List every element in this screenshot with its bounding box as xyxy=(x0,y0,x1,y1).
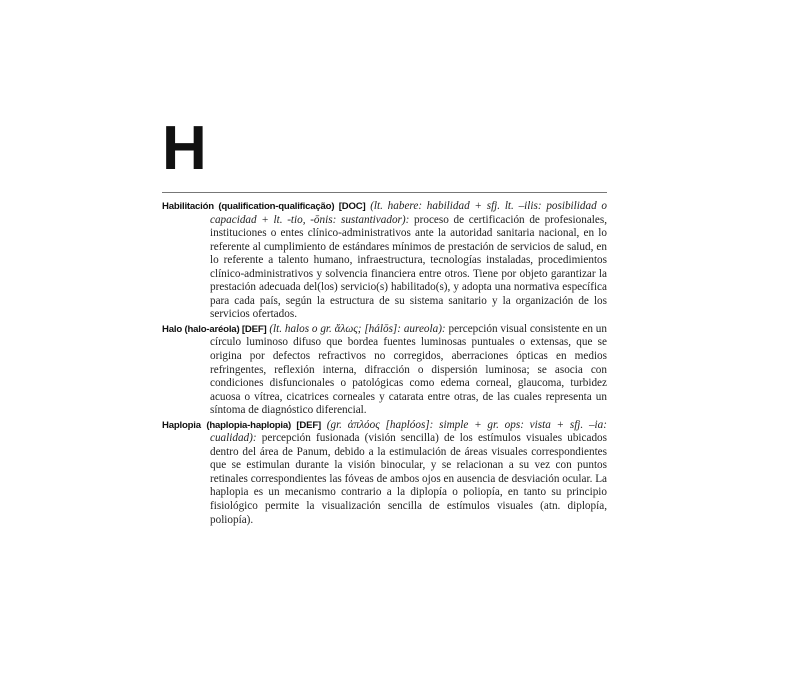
entry-definition: proceso de certificación de profesionales, instituciones o entes clínico-administrativos ante la autoridad sanitaria nacional, en lo referente al cumplimiento de estándares mínimos de prestación de servicios de salud, en lo referente a talento humano, infraestructura, tecnologías instaladas, procedimientos clínico-administrativos y solvencia financiera entre otros. Tiene por objeto garantizar la prestación adecuada del(los) servicio(s) habilitado(s), y adopta una normativa específica para cada país, según la estructura de su sistema sanitario y la organización de los servicios ofertados. xyxy=(210,213,608,321)
entry-term: Habilitación (qualification-qualificação) [DOC] xyxy=(162,201,366,212)
section-letter: H xyxy=(162,114,206,183)
entry-term: Halo (halo-aréola) [DEF] xyxy=(162,323,267,335)
entry-etymology: (lt. halos o gr. ἅλως; [hálōs]: aureola): xyxy=(269,322,446,335)
entry-etymology: (lt. habere: habilidad + sfj. lt. –ilis: posibilidad o capacidad + lt. -tio, -ōnis: sustantivador): xyxy=(210,200,608,226)
entry-halo xyxy=(162,323,607,418)
entry-haplopia xyxy=(162,419,607,527)
entry-habilitacion xyxy=(162,200,607,322)
entry-etymology: (gr. ἁπλόος [haplóos]: simple + gr. ops: vista + sfj. –ia: cualidad): xyxy=(210,418,607,445)
dictionary-entries xyxy=(162,200,607,528)
entry-definition: percepción fusionada (visión sencilla) de los estímulos visuales ubicados dentro del área de Panum, debido a la estimulación de áreas visuales correspondientes que se estimulan durante la visión binocular, y se relacionan a su vez con puntos retinales correspondientes las fóveas de ambos ojos en ausencia de desviación ocular. La haplopia es un mecanismo contrario a la diplopía o poliopía, en tanto su principio fisiológico permite la visualización sencilla de estímulos visuales (atn. diplopía, poliopía). xyxy=(210,432,607,526)
entry-term: Haplopia (haplopia-haplopia) [DEF] xyxy=(162,419,321,431)
entry-definition: percepción visual consistente en un círculo luminoso difuso que bordea fuentes luminosas puntuales o extensas, que se origina por defectos refractivos no corregidos, aberraciones ópticas en medios refringentes, reflexión interna, difracción o dispersión luminosa; se asocia con condiciones disfuncionales o patológicas como edema corneal, glaucoma, turbidez acuosa o vítrea, cicatrices corneales y catarata entre otras, de las cuales representa un síntoma de diagnóstico diferencial. xyxy=(210,322,607,417)
section-divider xyxy=(162,192,607,193)
